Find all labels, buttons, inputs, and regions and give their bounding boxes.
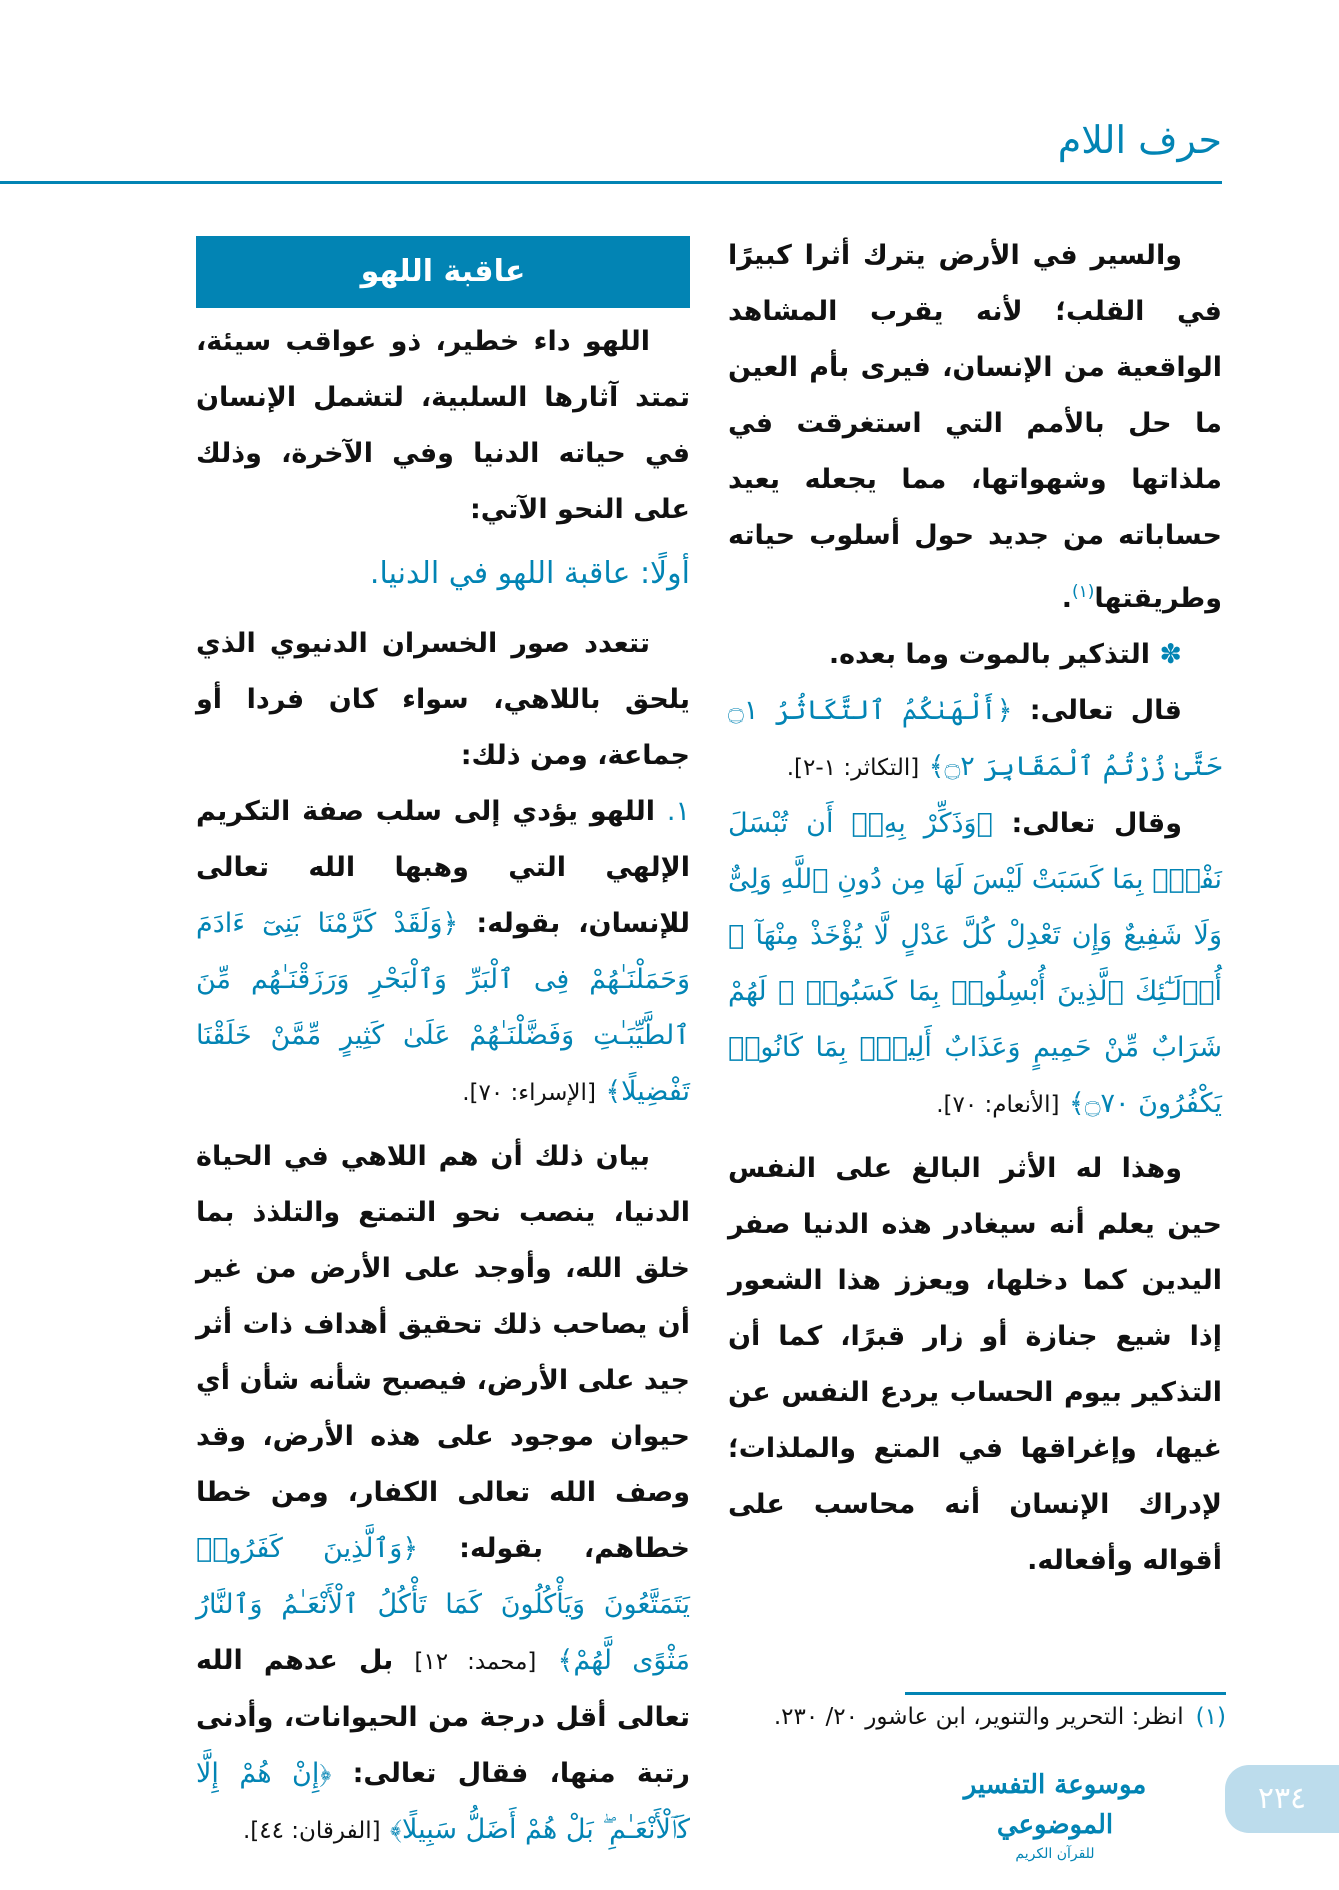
sub-heading: أولًا: عاقبة اللهو في الدنيا. bbox=[369, 556, 690, 591]
flower-bullet-icon: ✽ bbox=[1159, 639, 1182, 670]
paragraph: وهذا له الأثر البالغ على النفس حين يعلم أنه سيغادر هذه الدنيا صفر اليدين كما دخلها، ويعزز هذا الشعور إذا شيع جنازة أو زار قبرًا، كما أن التذكير بيوم الحساب يردع النفس عن غيها، وإغراقها في المتع والملذات؛ لإدراك الإنسان أنه محاسب على أقواله وأفعاله. bbox=[728, 1153, 1222, 1576]
footnote-text: انظر: التحرير والتنوير، ابن عاشور ٢٠/ ٢٣٠. bbox=[773, 1704, 1184, 1730]
header-rule bbox=[0, 181, 1222, 184]
quran-quote-1 bbox=[728, 683, 1222, 796]
paragraph-text: بل عدهم الله تعالى أقل درجة من الحيوانات، وأدنى رتبة منها، فقال تعالى: bbox=[196, 1645, 690, 1789]
footnote bbox=[774, 1704, 1226, 1730]
footnote-mark[interactable]: (١) bbox=[1072, 582, 1095, 602]
paragraph-text: والسير في الأرض يترك أثرا كبيرًا في القلب؛ لأنه يقرب المشاهد الواقعية من الإنسان، فيرى بأم العين ما حل بالأمم التي استغرقت في ملذاتها وشهواتها، مما يجعله يعيد حساباته من جديد حول أسلوب حياته وطريقتها bbox=[728, 240, 1222, 614]
logo-subtitle: للقرآن الكريم bbox=[1015, 1846, 1095, 1862]
quran-verse: ﴿وَٱلَّذِينَ كَفَرُوا۟ يَتَمَتَّعُونَ وَيَأْكُلُونَ كَمَا تَأْكُلُ ٱلْأَنْعَـٰمُ وَٱلنَّارُ مَثْوًى لَّهُمْ﴾ bbox=[196, 1533, 690, 1676]
list-number: ١. bbox=[666, 796, 690, 827]
paragraph bbox=[196, 1129, 690, 1859]
encyclopedia-logo bbox=[930, 1765, 1180, 1862]
bullet-text: التذكير بالموت وما بعده. bbox=[828, 639, 1150, 670]
paragraph: تتعدد صور الخسران الدنيوي الذي يلحق باللاهي، سواء كان فردا أو جماعة، ومن ذلك: bbox=[196, 628, 690, 771]
quran-verse: ﴿وَلَقَدْ كَرَّمْنَا بَنِىٓ ءَادَمَ وَحَمَلْنَـٰهُمْ فِى ٱلْبَرِّ وَٱلْبَحْرِ وَرَزَقْنَـٰهُم مِّنَ ٱلطَّيِّبَـٰتِ وَفَضَّلْنَـٰهُمْ عَلَىٰ كَثِيرٍ مِّمَّنْ خَلَقْنَا تَفْضِيلًا﴾ bbox=[196, 908, 690, 1107]
paragraph: اللهو داء خطير، ذو عواقب سيئة، تمتد آثارها السلبية، لتشمل الإنسان في حياته الدنيا وفي الآخرة، وذلك على النحو الآتي: bbox=[196, 326, 690, 525]
quran-quote-2 bbox=[728, 796, 1222, 1133]
verse-reference: [الأنعام: ٧٠]. bbox=[936, 1092, 1060, 1118]
bullet-point bbox=[728, 627, 1222, 683]
right-column bbox=[728, 228, 1222, 1589]
paragraph bbox=[728, 228, 1222, 627]
quran-verse: ﴿وَذَكِّرْ بِهِۦٓ أَن تُبْسَلَ نَفْسٌۢ بِمَا كَسَبَتْ لَيْسَ لَهَا مِن دُونِ ٱللَّهِ وَلِىٌّ وَلَا شَفِيعٌ وَإِن تَعْدِلْ كُلَّ عَدْلٍ لَّا يُؤْخَذْ مِنْهَآ ۗ أُو۟لَـٰٓئِكَ ٱلَّذِينَ أُبْسِلُوا۟ بِمَا كَسَبُوا۟ ۖ لَهُمْ شَرَابٌ مِّنْ حَمِيمٍ وَعَذَابٌ أَلِيمٌۢ بِمَا كَانُوا۟ يَكْفُرُونَ ۝٧٠﴾ bbox=[728, 808, 1222, 1119]
footnote-number: (١) bbox=[1195, 1704, 1226, 1730]
footnote-rule bbox=[905, 1692, 1226, 1695]
verse-reference: [التكاثر: ١-٢]. bbox=[786, 755, 920, 781]
left-column bbox=[196, 236, 690, 1859]
logo-title: موسوعة التفسير الموضوعي bbox=[963, 1770, 1147, 1840]
list-text: اللهو يؤدي إلى سلب صفة التكريم الإلهي التي وهبها الله تعالى للإنسان، بقوله: bbox=[196, 796, 690, 939]
period: . bbox=[1061, 583, 1072, 614]
quote-intro: قال تعالى: bbox=[1012, 695, 1182, 726]
verse-reference: [محمد: ١٢] bbox=[414, 1649, 537, 1675]
verse-reference: [الإسراء: ٧٠]. bbox=[462, 1080, 596, 1106]
chapter-header-title: حرف اللام bbox=[1057, 118, 1222, 162]
quran-verse: ﴿إِنْ هُمْ إِلَّا كَٱلْأَنْعَـٰمِ ۖ بَلْ هُمْ أَضَلُّ سَبِيلًا﴾ bbox=[196, 1758, 690, 1845]
paragraph-text: بيان ذلك أن هم اللاهي في الحياة الدنيا، ينصب نحو التمتع والتلذذ بما خلق الله، وأوجد على الأرض من غير أن يصاحب ذلك تحقيق أهداف ذات أثر جيد على الأرض، فيصبح شأنه شأن أي حيوان موجود على هذه الأرض، وقد وصف الله تعالى الكفار، ومن خطا خطاهم، بقوله: bbox=[196, 1141, 690, 1564]
verse-reference: [الفرقان: ٤٤]. bbox=[242, 1818, 381, 1844]
list-item bbox=[196, 784, 690, 1121]
quote-intro: وقال تعالى: bbox=[992, 808, 1182, 839]
page-number: ٢٣٤ bbox=[1225, 1765, 1339, 1833]
quran-verse: ﴿أَلْهَىٰكُمُ ٱلتَّكَاثُرُ ۝١ حَتَّىٰ زُرْتُمُ ٱلْمَقَابِرَ ۝٢﴾ bbox=[728, 695, 1222, 782]
section-title: عاقبة اللهو bbox=[196, 236, 690, 308]
